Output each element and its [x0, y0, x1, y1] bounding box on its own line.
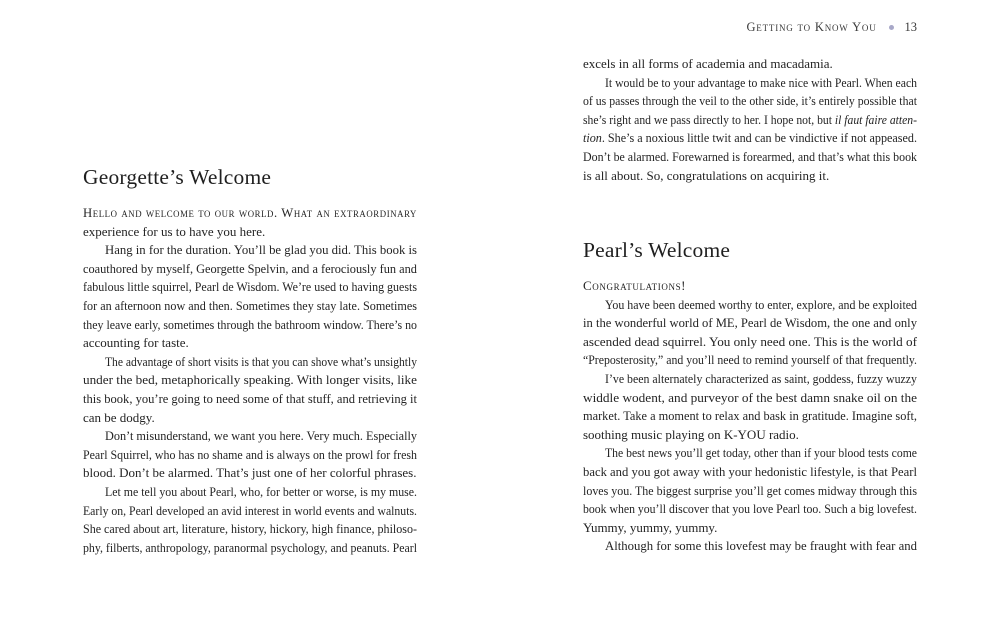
- right-page-heading: Pearl’s Welcome: [583, 238, 731, 262]
- text-line: It would be to your advantage to make nice with Pearl. When each: [605, 74, 918, 90]
- text-line: in the wonderful world of ME, Pearl de Wisdom, the one and only: [583, 315, 918, 331]
- text-line: back and you got away with your hedonistic lifestyle, is that Pearl: [583, 463, 917, 479]
- text-line: Although for some this lovefest may be fraught with fear and: [605, 538, 917, 554]
- text-line: The best news you’ll get today, other than if your blood tests come: [605, 445, 917, 461]
- text-line: loves you. The biggest surprise you’ll get comes midway through this: [583, 482, 917, 498]
- text-line: The advantage of short visits is that you can shove what’s unsightly: [105, 353, 418, 369]
- right-page-body-top: [583, 55, 917, 185]
- left-page-body: [83, 204, 417, 557]
- text-line: book when you’ll discover that you love Pearl too. Such a big lovefest.: [583, 501, 918, 517]
- text-line: She cared about art, literature, history, hickory, high finance, philoso-: [83, 521, 417, 537]
- text-line: this book, you’re going to need some of that stuff, and retrieving it: [83, 390, 418, 406]
- text-line: ascended dead squirrel. You only need one. This is the world of: [583, 333, 917, 349]
- text-line: experience for us to have you here.: [83, 223, 266, 239]
- text-line: “Preposterosity,” and you’ll need to remind yourself of that frequently.: [583, 352, 917, 368]
- text-line: Let me tell you about Pearl, who, for better or worse, is my muse.: [105, 483, 417, 499]
- right-page-body-bottom: [583, 277, 917, 556]
- text-line: phy, filberts, anthropology, paranormal psychology, and peanuts. Pearl: [83, 539, 418, 555]
- text-line: Don’t be alarmed. Forewarned is forearmed, and that’s what this book: [583, 148, 918, 164]
- running-header: [583, 20, 917, 35]
- text-line: of us passes through the veil to the other side, it’s entirely possible that: [583, 93, 917, 109]
- text-line: for an afternoon now and then. Sometimes they stay late. Sometimes: [83, 297, 418, 313]
- text-line: Hello and welcome to our world. What an extraordinary: [83, 205, 418, 220]
- text-line: You have been deemed worthy to enter, explore, and be exploited: [605, 296, 918, 312]
- text-line: Early on, Pearl developed an avid interest in world events and walnuts.: [83, 502, 417, 518]
- text-line: excels in all forms of academia and macadamia.: [583, 56, 833, 71]
- text-line: is all about. So, congratulations on acquiring it.: [583, 167, 830, 183]
- text-line: market. Take a moment to relax and bask in gratitude. Imagine soft,: [583, 408, 918, 424]
- text-line: she’s right and we pass directly to her. I hope not, but il faut faire atten-: [583, 111, 918, 127]
- text-line: fabulous little squirrel, Pearl de Wisdom. We’re used to having guests: [83, 279, 417, 295]
- running-title: Getting to Know You: [746, 20, 877, 34]
- text-line: Congratulations!: [583, 278, 687, 293]
- text-line: Pearl Squirrel, who has no shame and is always on the prowl for fresh: [83, 446, 418, 462]
- text-line: tion. She’s a noxious little twit and can be vindictive if not appeased.: [583, 130, 917, 146]
- text-line: they leave early, sometimes through the bathroom window. There’s no: [83, 316, 418, 332]
- text-line: under the bed, metaphorically speaking. With longer visits, like: [83, 372, 417, 388]
- text-line: coauthored by myself, Georgette Spelvin, and a ferociously fun and: [83, 260, 417, 276]
- text-line: Don’t misunderstand, we want you here. Very much. Especially: [105, 428, 417, 444]
- separator-dot-icon: [889, 25, 894, 30]
- text-line: soothing music playing on K-YOU radio.: [583, 426, 799, 442]
- text-line: can be dodgy.: [83, 409, 155, 425]
- left-page-heading: Georgette’s Welcome: [83, 165, 272, 189]
- page-number: 13: [904, 20, 917, 34]
- text-line: I’ve been alternately characterized as saint, goddess, fuzzy wuzzy: [605, 370, 917, 386]
- text-line: blood. Don’t be alarmed. That’s just one of her colorful phrases.: [83, 465, 417, 481]
- text-line: Yummy, yummy, yummy.: [583, 519, 718, 535]
- text-line: widdle wodent, and purveyor of the best damn snake oil on the: [583, 389, 917, 405]
- text-line: accounting for taste.: [83, 335, 189, 351]
- text-line: Hang in for the duration. You’ll be glad you did. This book is: [105, 242, 418, 258]
